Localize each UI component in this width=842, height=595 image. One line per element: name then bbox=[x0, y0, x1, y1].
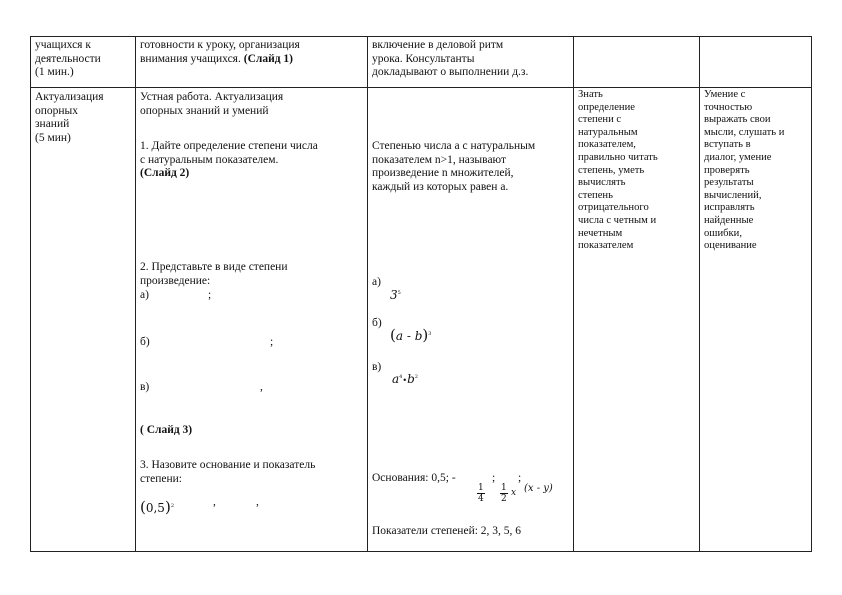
exponents-answer: Показатели степеней: 2, 3, 5, 6 bbox=[372, 525, 522, 537]
table-border-right bbox=[811, 36, 812, 552]
row-divider bbox=[30, 87, 812, 88]
answer-a-label: а) bbox=[372, 276, 381, 288]
column-divider-1 bbox=[135, 36, 136, 552]
row1-teacher-activity: готовности к уроку, организация внимания учащихся. (Слайд 1) bbox=[140, 39, 300, 65]
bases-answer: Основания: 0,5; - bbox=[372, 472, 456, 484]
task-2-a-label: а) bbox=[140, 289, 149, 301]
task-2-a-separator: ; bbox=[208, 289, 212, 301]
task-2-b-label: б) bbox=[140, 336, 150, 348]
bases-last-expression: (x - y) bbox=[524, 483, 553, 494]
bases-fraction-1: 1 4 bbox=[478, 483, 484, 504]
power-definition-answer: Степенью числа а с натуральным показателем n>1, называют произведение n множителей, каждый из которых равен а. bbox=[372, 140, 536, 193]
task-3-expression: $(0,5)^2$ bbox=[140, 498, 174, 516]
row1-stage-text: учащихся к деятельности (1 мин.) bbox=[35, 39, 101, 79]
table-border-bottom bbox=[30, 551, 812, 552]
bases-fraction-2-variable: x bbox=[511, 488, 517, 498]
column-divider-3 bbox=[573, 36, 574, 552]
row1-student-activity: включение в деловой ритм урока. Консультанты докладывают о выполнении д.з. bbox=[372, 39, 529, 79]
table-border-top bbox=[30, 36, 812, 37]
task-1: 1. Дайте определение степени числа с натуральным показателем. (Слайд 2) bbox=[140, 140, 318, 180]
row2-stage-text: Актуализация опорных знаний (5 мин) bbox=[35, 91, 104, 144]
answer-b-label: б) bbox=[372, 317, 382, 329]
column-divider-4 bbox=[699, 36, 700, 552]
table-border-left bbox=[30, 36, 31, 552]
bases-fraction-2: 1 2 bbox=[501, 483, 507, 504]
task-3: 3. Назовите основание и показатель степени: bbox=[140, 459, 316, 485]
answer-b-expression: (a - b)$^3$ bbox=[390, 326, 432, 344]
bases-separator-2: ; bbox=[518, 472, 522, 484]
column-divider-2 bbox=[367, 36, 368, 552]
subject-results: Знать определение степени с натуральным показателем, правильно читать степень, уметь вычислять степень отрицательного числа с четным и нечетным показателем bbox=[578, 89, 658, 252]
answer-v-expression: $a^4•b^2$ bbox=[392, 372, 418, 386]
slide-3-label: ( Слайд 3) bbox=[140, 424, 193, 436]
lesson-plan-table bbox=[30, 36, 812, 552]
oral-work-intro: Устная работа. Актуализация опорных знаний и умений bbox=[140, 91, 284, 117]
task-2-v-separator: , bbox=[260, 381, 263, 393]
bases-separator-1: ; bbox=[492, 472, 496, 484]
metasubject-results: Умение с точностью выражать свои мысли, слушать и вступать в диалог, умение проверять результаты вычислений, исправлять найденные ошибки, оценивание bbox=[704, 89, 785, 252]
answer-a-expression: $3^5$ bbox=[390, 288, 401, 302]
task-2-b-separator: ; bbox=[270, 336, 274, 348]
task-2: 2. Представьте в виде степени произведение: bbox=[140, 261, 288, 287]
answer-v-label: в) bbox=[372, 361, 382, 373]
task-2-v-label: в) bbox=[140, 381, 150, 393]
task-3-separator-2: , bbox=[256, 496, 259, 508]
task-3-separator-1: , bbox=[213, 496, 216, 508]
